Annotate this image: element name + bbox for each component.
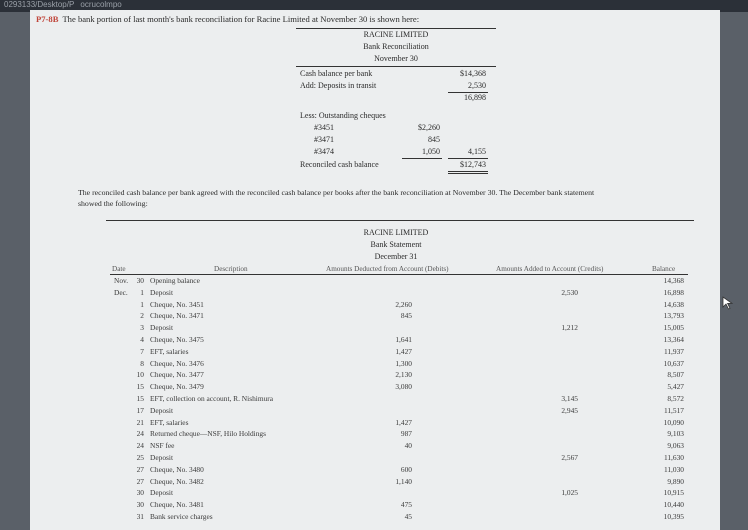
col-header-debits: Amounts Deducted from Account (Debits) — [326, 265, 449, 273]
row-description: Bank service charges — [150, 512, 213, 521]
row-balance: 15,005 — [663, 323, 684, 333]
row-balance: 16,898 — [663, 287, 684, 297]
row-balance: 13,364 — [663, 335, 684, 344]
middle-text-line-2: showed the following: — [78, 199, 148, 208]
row-month: Nov. — [114, 276, 129, 285]
row-balance: 11,630 — [663, 453, 684, 462]
middle-text-line-1: The reconciled cash balance per bank agreed with the reconciled cash balance per books after the bank reconciliation at November 30. The December bank statement — [78, 188, 595, 197]
row-description: EFT, salaries — [150, 417, 189, 427]
row-day: 17 — [136, 405, 144, 415]
recon-cash-label: Cash balance per bank — [300, 69, 373, 78]
row-debit: 600 — [400, 464, 412, 474]
row-day: 24 — [136, 441, 144, 451]
recon-cash-value: $14,368 — [460, 69, 486, 78]
recon-outstanding-label: Less: Outstanding cheques — [300, 111, 386, 120]
row-day: 3 — [140, 323, 144, 333]
row-balance: 14,638 — [663, 299, 684, 309]
row-day: 1 — [140, 287, 144, 297]
row-day: 25 — [136, 453, 144, 462]
row-debit: 2,130 — [395, 370, 412, 380]
recon-cheques-rule — [402, 158, 442, 159]
row-balance: 10,637 — [663, 358, 684, 368]
row-day: 27 — [136, 464, 144, 474]
col-header-balance: Balance — [652, 265, 676, 273]
row-debit: 45 — [404, 512, 412, 521]
row-debit: 3,080 — [395, 382, 412, 392]
row-day: 24 — [136, 429, 144, 439]
document-page — [30, 10, 720, 530]
row-day: 21 — [136, 417, 144, 427]
row-description: NSF fee — [150, 441, 175, 451]
row-day: 30 — [136, 276, 144, 285]
row-description: Deposit — [150, 453, 173, 462]
problem-number: P7-8B — [36, 14, 59, 24]
row-day: 31 — [136, 512, 144, 521]
row-description: Deposit — [150, 405, 173, 415]
row-debit: 845 — [400, 311, 412, 321]
recon-cheque-num-0: #3451 — [314, 123, 334, 132]
recon-cheque-amt-0: $2,260 — [418, 123, 440, 132]
statement-date: December 31 — [374, 252, 418, 261]
row-debit: 1,427 — [395, 417, 412, 427]
row-debit: 2,260 — [395, 299, 412, 309]
recon-cheque-num-1: #3471 — [314, 135, 334, 144]
row-credit: 3,145 — [561, 394, 578, 403]
row-day: 7 — [140, 346, 144, 356]
recon-deposits-label: Add: Deposits in transit — [300, 81, 377, 90]
recon-cheques-total: 4,155 — [468, 147, 486, 156]
row-day: 2 — [140, 311, 144, 321]
recon-cheque-num-2: #3474 — [314, 147, 334, 156]
row-debit: 40 — [404, 441, 412, 451]
row-day: 27 — [136, 476, 144, 486]
recon-deposits-value: 2,530 — [468, 81, 486, 90]
row-balance: 10,440 — [663, 500, 684, 510]
problem-intro — [36, 14, 419, 24]
recon-reconciled-value: $12,743 — [460, 160, 486, 169]
row-day: 1 — [140, 299, 144, 309]
row-balance: 10,395 — [663, 512, 684, 521]
row-balance: 13,793 — [663, 311, 684, 321]
row-description: Deposit — [150, 323, 173, 333]
row-description: Deposit — [150, 287, 173, 297]
row-day: 4 — [140, 335, 144, 344]
row-balance: 10,915 — [663, 488, 684, 498]
row-credit: 2,530 — [561, 287, 578, 297]
recon-cheque-amt-1: 845 — [428, 135, 440, 144]
row-debit: 1,427 — [395, 346, 412, 356]
row-day: 30 — [136, 488, 144, 498]
col-header-date: Date — [112, 265, 126, 273]
recon-double-rule-a — [448, 171, 488, 172]
statement-header-rule — [110, 274, 688, 275]
row-description: Cheque, No. 3475 — [150, 335, 204, 344]
row-description: Cheque, No. 3477 — [150, 370, 204, 380]
row-description: Cheque, No. 3471 — [150, 311, 204, 321]
row-description: Cheque, No. 3482 — [150, 476, 204, 486]
statement-top-rule — [106, 220, 694, 221]
row-balance: 9,890 — [667, 476, 684, 486]
recon-date: November 30 — [374, 54, 418, 63]
recon-total-rule — [448, 158, 488, 159]
row-debit: 1,140 — [395, 476, 412, 486]
reconciliation-top-rule — [296, 28, 496, 29]
problem-text: The bank portion of last month's bank reconciliation for Racine Limited at November 30 is shown here: — [62, 14, 420, 24]
row-description: Returned cheque—NSF, Hilo Holdings — [150, 429, 267, 439]
row-description: Opening balance — [150, 276, 200, 285]
row-day: 8 — [140, 358, 144, 368]
row-description: Cheque, No. 3480 — [150, 464, 204, 474]
row-debit: 1,300 — [395, 358, 412, 368]
row-month: Dec. — [114, 287, 128, 297]
row-day: 15 — [136, 394, 144, 403]
row-balance: 11,030 — [663, 464, 684, 474]
col-header-credits: Amounts Added to Account (Credits) — [496, 265, 604, 273]
row-debit: 475 — [400, 500, 412, 510]
row-balance: 11,517 — [663, 405, 684, 415]
statement-title: Bank Statement — [370, 240, 422, 249]
row-balance: 9,063 — [667, 441, 684, 451]
row-day: 15 — [136, 382, 144, 392]
row-description: Cheque, No. 3476 — [150, 358, 204, 368]
recon-subtotal: 16,898 — [464, 93, 486, 102]
mouse-cursor-icon — [722, 296, 734, 310]
row-description: Cheque, No. 3479 — [150, 382, 204, 392]
row-description: EFT, salaries — [150, 346, 189, 356]
row-description: Cheque, No. 3451 — [150, 299, 204, 309]
row-balance: 14,368 — [663, 276, 684, 285]
row-balance: 5,427 — [667, 382, 684, 392]
row-balance: 8,572 — [667, 394, 684, 403]
recon-reconciled-label: Reconciled cash balance — [300, 160, 379, 169]
window-title-extra: ocrucolmpo — [80, 0, 122, 9]
row-debit: 987 — [400, 429, 412, 439]
row-debit: 1,641 — [395, 335, 412, 344]
statement-company: RACINE LIMITED — [363, 228, 429, 237]
recon-company: RACINE LIMITED — [363, 30, 429, 39]
row-day: 30 — [136, 500, 144, 510]
row-day: 10 — [136, 370, 144, 380]
col-header-description: Description — [214, 265, 248, 273]
row-credit: 2,945 — [561, 405, 578, 415]
recon-header-rule — [296, 66, 496, 67]
window-title: 0293133/Desktop/P — [4, 0, 75, 9]
recon-double-rule-b — [448, 173, 488, 174]
row-balance: 11,937 — [663, 346, 684, 356]
row-description: Deposit — [150, 488, 173, 498]
row-description: EFT, collection on account, R. Nishimura — [150, 394, 274, 403]
row-balance: 9,103 — [667, 429, 684, 439]
row-description: Cheque, No. 3481 — [150, 500, 204, 510]
recon-title: Bank Reconciliation — [363, 42, 429, 51]
row-balance: 8,507 — [667, 370, 684, 380]
row-balance: 10,090 — [663, 417, 684, 427]
row-credit: 2,567 — [561, 453, 578, 462]
row-credit: 1,212 — [561, 323, 578, 333]
row-credit: 1,025 — [561, 488, 578, 498]
recon-cheque-amt-2: 1,050 — [422, 147, 440, 156]
